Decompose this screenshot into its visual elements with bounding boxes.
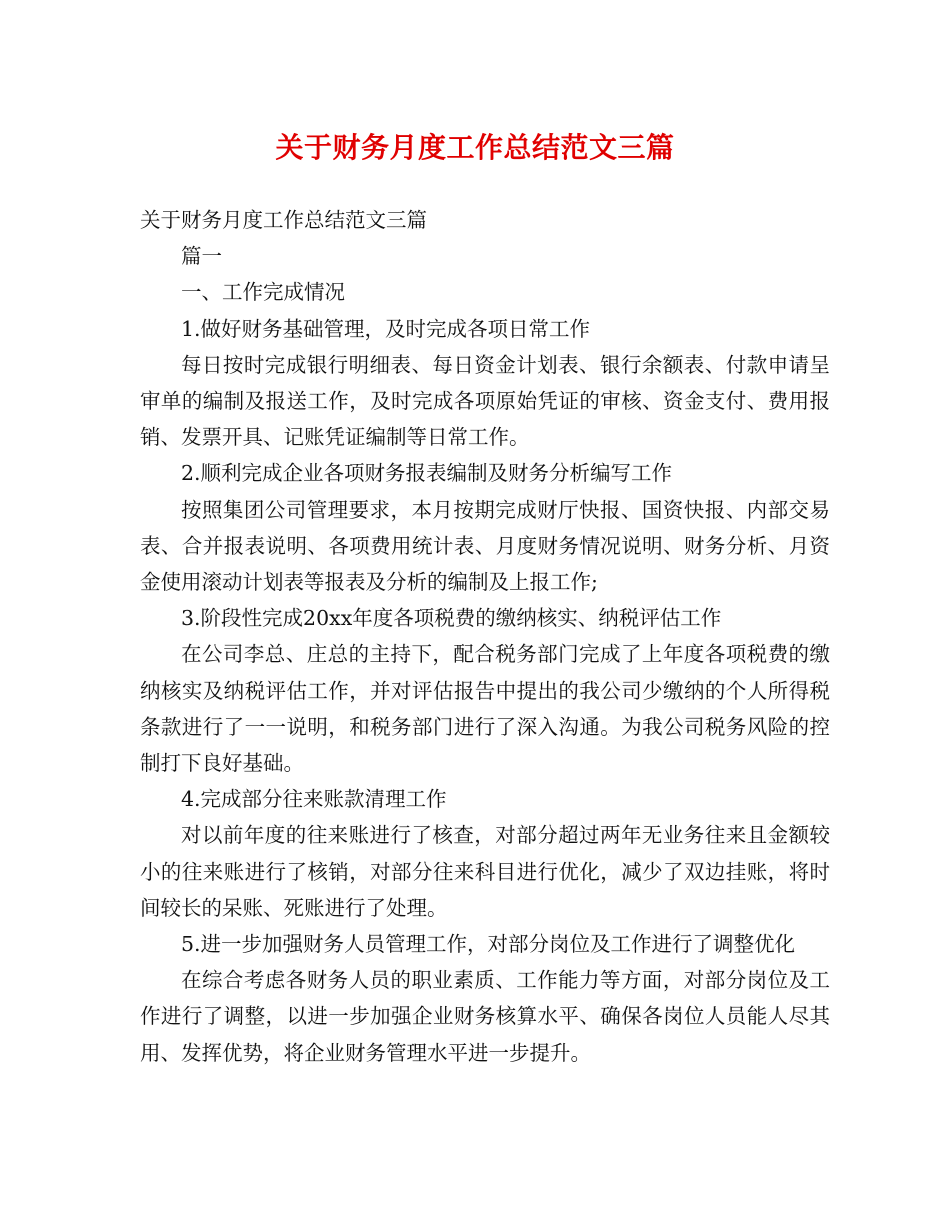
document-title: 关于财务月度工作总结范文三篇	[275, 131, 675, 164]
paragraph: 在公司李总、庄总的主持下，配合税务部门完成了上年度各项税费的缴纳核实及纳税评估工作，并对评估报告中提出的我公司少缴纳的个人所得税条款进行了一一说明，和税务部门进行了深入沟通。为我公司税务风险的控制打下良好基础。	[140, 642, 830, 776]
paragraph: 每日按时完成银行明细表、每日资金计划表、银行余额表、付款申请呈审单的编制及报送工作，及时完成各项原始凭证的审核、资金支付、费用报销、发票开具、记账凭证编制等日常工作。	[140, 352, 830, 450]
paragraph: 关于财务月度工作总结范文三篇	[140, 208, 427, 232]
paragraph: 篇一	[181, 244, 222, 269]
paragraph: 在综合考虑各财务人员的职业素质、工作能力等方面，对部分岗位及工作进行了调整，以进一步加强企业财务核算水平、确保各岗位人员能人尽其用、发挥优势，将企业财务管理水平进一步提升。	[140, 968, 830, 1065]
paragraph: 一、工作完成情况	[181, 280, 345, 305]
paragraph: 5.进一步加强财务人员管理工作，对部分岗位及工作进行了调整优化	[181, 932, 796, 957]
paragraph: 2.顺利完成企业各项财务报表编制及财务分析编写工作	[181, 461, 673, 486]
paragraph: 对以前年度的往来账进行了核查，对部分超过两年无业务往来且金额较小的往来账进行了核销，对部分往来科目进行优化，减少了双边挂账，将时间较长的呆账、死账进行了处理。	[140, 823, 830, 920]
paragraph: 1.做好财务基础管理，及时完成各项日常工作	[181, 316, 591, 341]
paragraph: 3.阶段性完成20xx年度各项税费的缴纳核实、纳税评估工作	[181, 606, 722, 631]
document-body	[140, 202, 830, 1071]
paragraph: 按照集团公司管理要求，本月按期完成财厅快报、国资快报、内部交易表、合并报表说明、各项费用统计表、月度财务情况说明、财务分析、月资金使用滚动计划表等报表及分析的编制及上报工作;	[140, 497, 830, 595]
paragraph: 4.完成部分往来账款清理工作	[181, 787, 447, 812]
